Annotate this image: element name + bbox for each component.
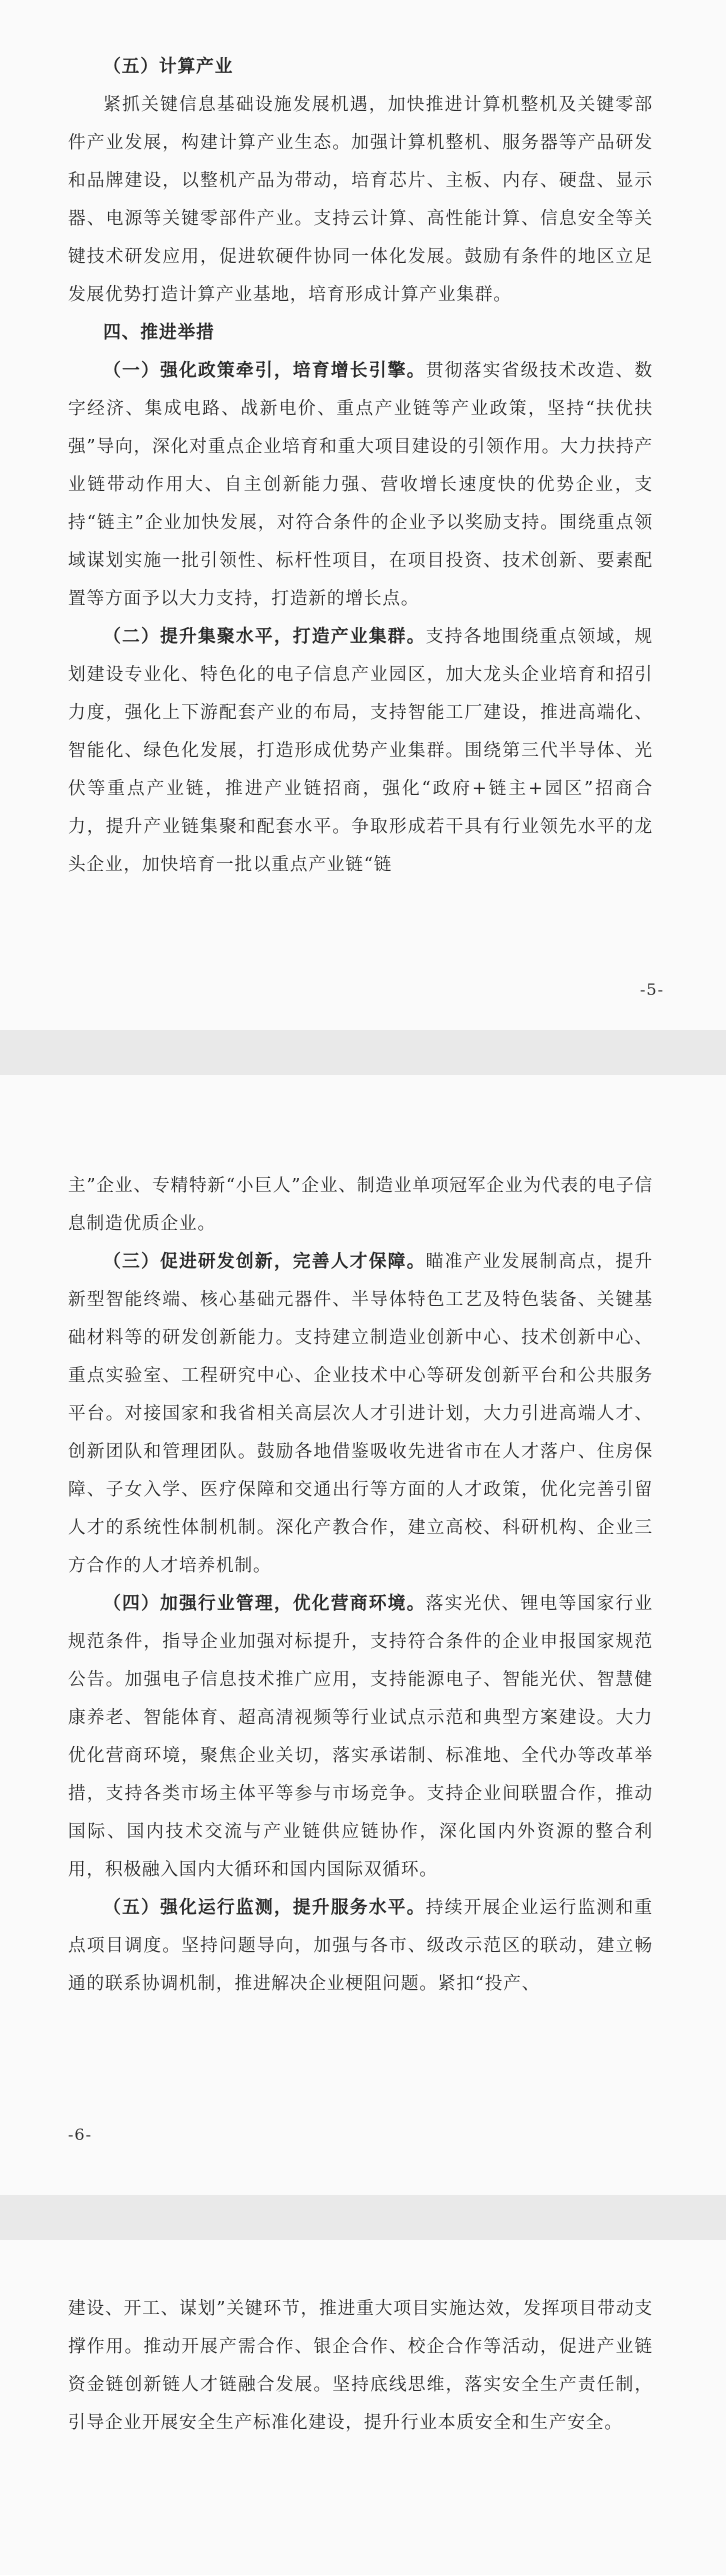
- measure-2-title: （二）提升集聚水平，打造产业集群。: [103, 627, 426, 647]
- part-4-heading: 四、推进举措: [103, 323, 215, 343]
- measure-1-body: 贯彻落实省级技术改造、数字经济、集成电路、战新电价、重点产业链等产业政策，坚持“扶优扶强”导向，深化对重点企业培育和重大项目建设的引领作用。大力扶持产业链带动作用大、自主创新能力强、营收增长速度快的优势企业，支持“链主”企业加快发展，对符合条件的企业予以奖励支持。围绕重点领域谋划实施一批引领性、标杆性项目，在项目投资、技术创新、要素配置等方面予以大力支持，打造新的增长点。: [68, 361, 653, 609]
- page-number: -6-: [68, 2125, 92, 2144]
- measure-1-paragraph: [68, 352, 653, 618]
- document-page-6: [0, 1075, 726, 2195]
- measure-2-body: 支持各地围绕重点领域，规划建设专业化、特色化的电子信息产业园区，加大龙头企业培育和招引力度，强化上下游配套产业的布局，支持智能工厂建设，推进高端化、智能化、绿色化发展，打造形成优势产业集群。围绕第三代半导体、光伏等重点产业链，推进产业链招商，强化“政府+链主+园区”招商合力，提升产业链集聚和配套水平。争取形成若干具有行业领先水平的龙头企业，加快培育一批以重点产业链“链: [68, 627, 653, 875]
- measure-5-paragraph: [68, 1889, 653, 2003]
- measure-5-title: （五）强化运行监测，提升服务水平。: [103, 1898, 426, 1918]
- section-5-paragraph: 紧抓关键信息基础设施发展机遇，加快推进计算机整机及关键零部件产业发展，构建计算产业生态。加强计算机整机、服务器等产品研发和品牌建设，以整机产品为带动，培育芯片、主板、内存、硬盘、显示器、电源等关键零部件产业。支持云计算、高性能计算、信息安全等关键技术研发应用，促进软硬件协同一体化发展。鼓励有条件的地区立足发展优势打造计算产业基地，培育形成计算产业集群。: [68, 95, 653, 305]
- section-5-heading: （五）计算产业: [103, 57, 234, 77]
- document-page-5: [0, 0, 726, 1030]
- measure-3-paragraph: [68, 1243, 653, 1585]
- measure-3-title: （三）促进研发创新，完善人才保障。: [103, 1252, 426, 1272]
- measure-4-body: 落实光伏、锂电等国家行业规范条件，指导企业加强对标提升，支持符合条件的企业申报国家规范公告。加强电子信息技术推广应用，支持能源电子、智能光伏、智慧健康养老、智能体育、超高清视频等行业试点示范和典型方案建设。大力优化营商环境，聚焦企业关切，落实承诺制、标准地、全代办等改革举措，支持各类市场主体平等参与市场竞争。支持企业间联盟合作，推动国际、国内技术交流与产业链供应链协作，深化国内外资源的整合利用，积极融入国内大循环和国内国际双循环。: [68, 1594, 653, 1880]
- page-6-text: [68, 1167, 653, 2003]
- measure-1-title: （一）强化政策牵引，培育增长引擎。: [103, 361, 426, 381]
- page-7-text: [68, 2290, 653, 2442]
- measure-5-body: 持续开展企业运行监测和重点项目调度。坚持问题导向，加强与各市、级改示范区的联动，建立畅通的联系协调机制，推进解决企业梗阻问题。紧扣“投产、: [68, 1898, 653, 1994]
- measure-4-paragraph: [68, 1585, 653, 1889]
- measure-2-paragraph: [68, 618, 653, 884]
- page-number: -5-: [640, 980, 664, 999]
- measure-5-continuation: 建设、开工、谋划”关键环节，推进重大项目实施达效，发挥项目带动支撑作用。推动开展产需合作、银企合作、校企合作等活动，促进产业链资金链创新链人才链融合发展。坚持底线思维，落实安全生产责任制，引导企业开展安全生产标准化建设，提升行业本质安全和生产安全。: [68, 2299, 653, 2433]
- measure-4-title: （四）加强行业管理，优化营商环境。: [103, 1594, 426, 1614]
- measure-3-body: 瞄准产业发展制高点，提升新型智能终端、核心基础元器件、半导体特色工艺及特色装备、关键基础材料等的研发创新能力。支持建立制造业创新中心、技术创新中心、重点实验室、工程研究中心、企业技术中心等研发创新平台和公共服务平台。对接国家和我省相关高层次人才引进计划，大力引进高端人才、创新团队和管理团队。鼓励各地借鉴吸收先进省市在人才落户、住房保障、子女入学、医疗保障和交通出行等方面的人才政策，优化完善引留人才的系统性体制机制。深化产教合作，建立高校、科研机构、企业三方合作的人才培养机制。: [68, 1252, 653, 1576]
- measure-2-continuation: 主”企业、专精特新“小巨人”企业、制造业单项冠军企业为代表的电子信息制造优质企业。: [68, 1176, 653, 1234]
- page-5-text: [68, 48, 653, 884]
- document-page-7: [0, 2240, 726, 2575]
